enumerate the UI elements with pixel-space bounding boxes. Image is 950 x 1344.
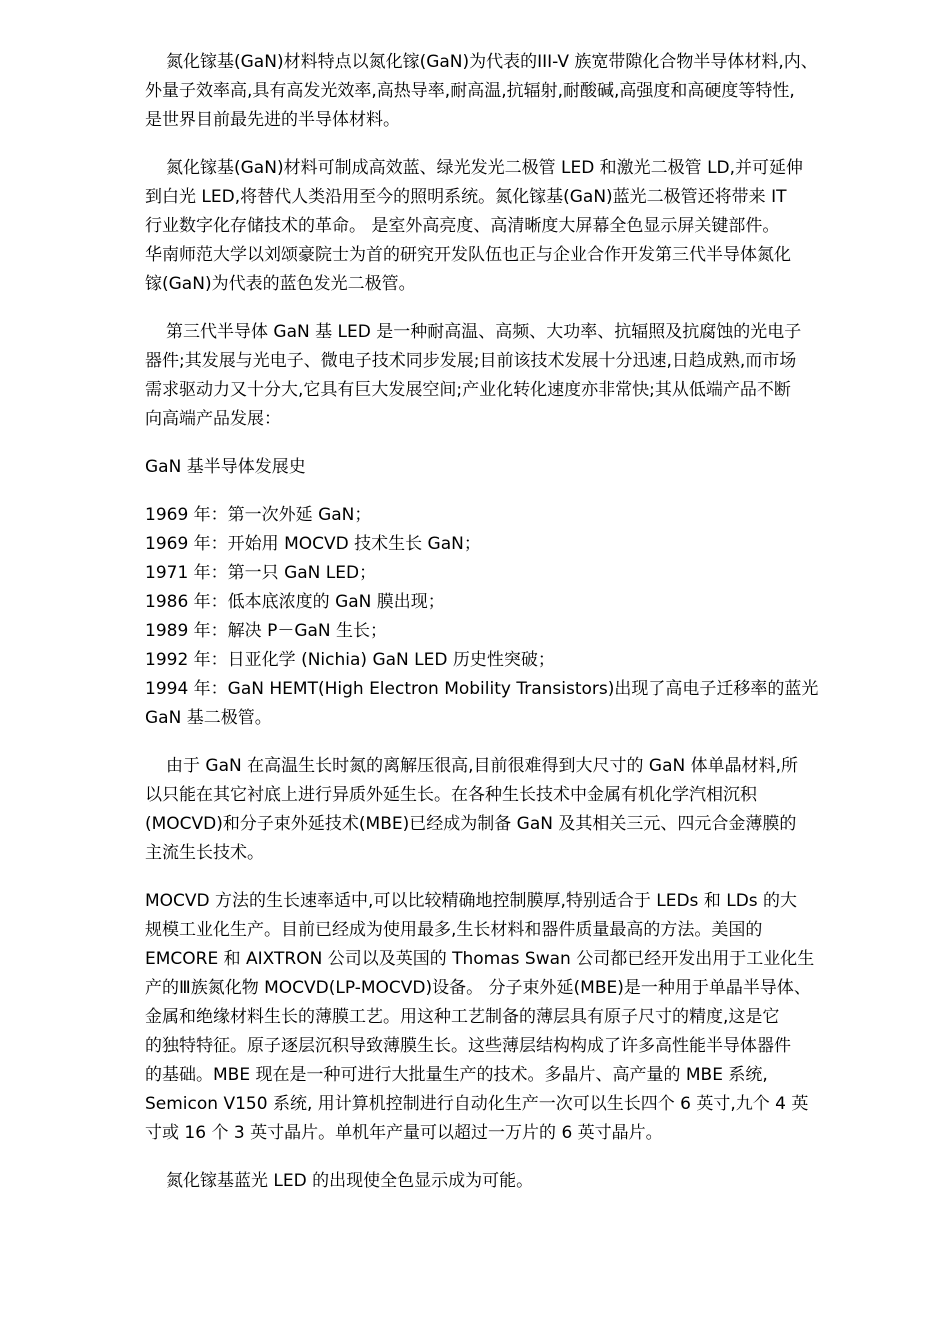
- document-page: [145, 48, 905, 1215]
- paragraph-mocvd-mbe: [145, 887, 905, 1148]
- history-item: 1992 年：日亚化学 (Nichia) GaN LED 历史性突破；: [145, 650, 555, 670]
- paragraph-full-color-display: [145, 1167, 905, 1196]
- text-line: 外量子效率高,具有高发光效率,高热导率,耐高温,抗辐射,耐酸碱,高强度和高硬度等特性,: [145, 81, 795, 101]
- text-line: 规模工业化生产。目前已经成为使用最多,生长材料和器件质量最高的方法。美国的: [145, 920, 763, 940]
- text-line: Semicon V150 系统, 用计算机控制进行自动化生产一次可以生长四个 6 英寸,九个 4 英: [145, 1094, 809, 1114]
- text-line: 主流生长技术。: [145, 843, 264, 863]
- paragraph-third-gen-semiconductor: [145, 318, 905, 434]
- text-line: 以只能在其它衬底上进行异质外延生长。在各种生长技术中金属有机化学汽相沉积: [145, 785, 757, 805]
- text-line: 华南师范大学以刘颂豪院士为首的研究开发队伍也正与企业合作开发第三代半导体氮化: [145, 245, 791, 265]
- text-line: 器件;其发展与光电子、微电子技术同步发展;目前该技术发展十分迅速,日趋成熟,而市场: [145, 351, 797, 371]
- history-item: 1969 年：开始用 MOCVD 技术生长 GaN；: [145, 534, 481, 554]
- history-item: 1989 年：解决 P－GaN 生长；: [145, 621, 388, 641]
- text-line: 寸或 16 个 3 英寸晶片。单机年产量可以超过一万片的 6 英寸晶片。: [145, 1123, 663, 1143]
- paragraph-gan-material-properties: [145, 48, 905, 135]
- history-item: 1969 年：第一次外延 GaN；: [145, 505, 372, 525]
- text-line: 镓(GaN)为代表的蓝色发光二极管。: [145, 274, 416, 294]
- history-item: 1971 年：第一只 GaN LED；: [145, 563, 377, 583]
- text-line: MOCVD 方法的生长速率适中,可以比较精确地控制膜厚,特别适合于 LEDs 和 LDs 的大: [145, 891, 798, 911]
- history-item: 1994 年：GaN HEMT(High Electron Mobility Transistors)出现了高电子迁移率的蓝光: [145, 679, 819, 699]
- text-line: 第三代半导体 GaN 基 LED 是一种耐高温、高频、大功率、抗辐照及抗腐蚀的光电子: [166, 322, 802, 342]
- text-line: 向高端产品发展：: [145, 409, 281, 429]
- text-line: 的基础。MBE 现在是一种可进行大批量生产的技术。多晶片、高产量的 MBE 系统,: [145, 1065, 768, 1085]
- text-line: 需求驱动力又十分大,它具有巨大发展空间;产业化转化速度亦非常快;其从低端产品不断: [145, 380, 791, 400]
- text-line: EMCORE 和 AIXTRON 公司以及英国的 Thomas Swan 公司都已经开发出用于工业化生: [145, 949, 815, 969]
- text-line: 行业数字化存储技术的革命。 是室外高亮度、高清晰度大屏幕全色显示屏关键部件。: [145, 216, 780, 236]
- history-heading-text: GaN 基半导体发展史: [145, 457, 306, 477]
- history-item: GaN 基二极管。: [145, 708, 272, 728]
- paragraph-gan-led-applications: [145, 154, 905, 299]
- paragraph-gan-growth-techniques: [145, 752, 905, 868]
- text-line: 到白光 LED,将替代人类沿用至今的照明系统。氮化镓基(GaN)蓝光二极管还将带来 IT: [145, 187, 787, 207]
- text-line: 由于 GaN 在高温生长时氮的离解压很高,目前很难得到大尺寸的 GaN 体单晶材料,所: [166, 756, 799, 776]
- history-item: 1986 年：低本底浓度的 GaN 膜出现；: [145, 592, 445, 612]
- text-line: 氮化镓基(GaN)材料特点以氮化镓(GaN)为代表的III-V 族宽带隙化合物半导体材料,内、: [166, 52, 818, 72]
- text-line: 的独特特征。原子逐层沉积导致薄膜生长。这些薄层结构构成了许多高性能半导体器件: [145, 1036, 791, 1056]
- text-line: 产的Ⅲ族氮化物 MOCVD(LP-MOCVD)设备。 分子束外延(MBE)是一种用于单晶半导体、: [145, 978, 811, 998]
- text-line: 是世界目前最先进的半导体材料。: [145, 110, 400, 130]
- history-list: [145, 501, 905, 733]
- text-line: 金属和绝缘材料生长的薄膜工艺。用这种工艺制备的薄层具有原子尺寸的精度,这是它: [145, 1007, 780, 1027]
- history-heading: [145, 453, 905, 482]
- text-line: 氮化镓基(GaN)材料可制成高效蓝、绿光发光二极管 LED 和激光二极管 LD,并可延伸: [166, 158, 804, 178]
- text-line: 氮化镓基蓝光 LED 的出现使全色显示成为可能。: [166, 1171, 534, 1191]
- text-line: (MOCVD)和分子束外延技术(MBE)已经成为制备 GaN 及其相关三元、四元合金薄膜的: [145, 814, 797, 834]
